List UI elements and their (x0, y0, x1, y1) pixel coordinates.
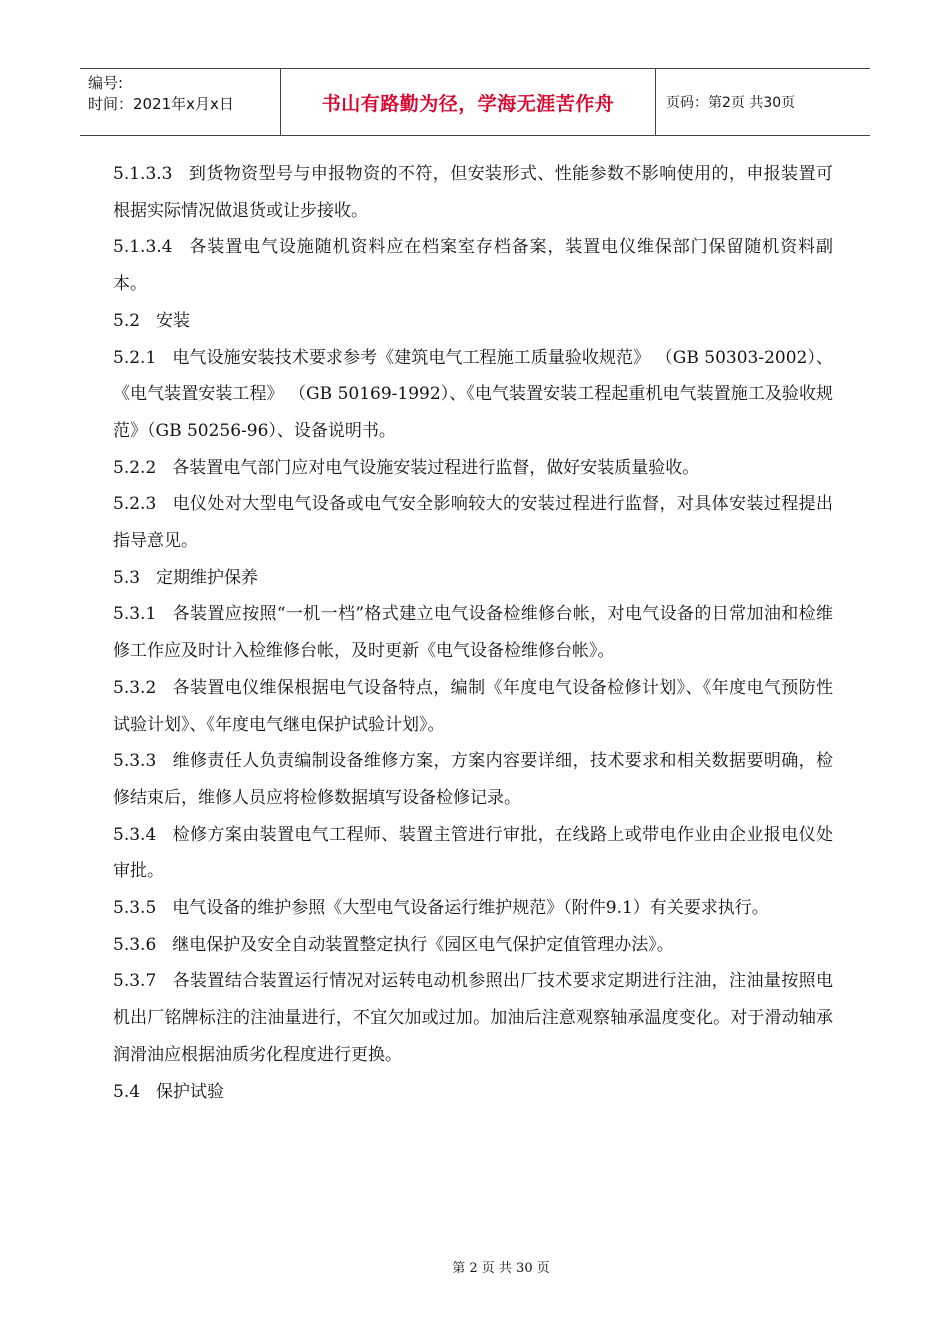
section-number: 5.3.4 (113, 824, 157, 845)
paragraph-5-3-4 (113, 817, 833, 890)
paragraph-5-3-5 (113, 890, 833, 927)
paragraph-5-2-1 (113, 340, 833, 450)
paragraph-5-3-7 (113, 963, 833, 1073)
paragraph-5-3-3 (113, 743, 833, 816)
header-page-info: 页码：第2页 共30页 (666, 95, 796, 111)
header-motto: 书山有路勤为径，学海无涯苦作舟 (281, 69, 656, 135)
paragraph-5-3-2 (113, 670, 833, 743)
header-meta (80, 69, 281, 135)
section-number: 5.1.3.3 (113, 164, 173, 184)
section-number: 5.3.6 (113, 934, 157, 955)
heading-5-3 (113, 560, 833, 597)
paragraph-5-3-1 (113, 596, 833, 669)
paragraph-text: 维修责任人负责编制设备维修方案，方案内容要详细，技术要求和相关数据要明确，检修结束后，维修人员应将检修数据填写设备检修记录。 (113, 751, 833, 808)
section-number: 5.2 (113, 310, 141, 331)
section-number: 5.2.2 (113, 457, 157, 478)
paragraph-text: 各装置电气设施随机资料应在档案室存档备案，装置电仪维保部门保留随机资料副本。 (113, 237, 833, 295)
section-heading: 定期维护保养 (156, 567, 259, 588)
heading-5-4 (113, 1074, 833, 1111)
section-number: 5.2.3 (113, 494, 157, 515)
paragraph-5-2-3 (113, 486, 833, 559)
section-number: 5.3.2 (113, 677, 157, 698)
paragraph-text: 电仪处对大型电气设备或电气安全影响较大的安装过程进行监督，对具体安装过程提出指导意见。 (113, 494, 833, 552)
paragraph-5-2-2 (113, 450, 833, 487)
page-footer: 第 2 页 共 30 页 (452, 1261, 550, 1276)
paragraph-text: 各装置应按照“一机一档”格式建立电气设备检维修台帐，对电气设备的日常加油和检维修工作应及时计入检维修台帐，及时更新《电气设备检维修台帐》。 (113, 604, 833, 662)
paragraph-text: 检修方案由装置电气工程师、装置主管进行审批，在线路上或带电作业由企业报电仪处审批。 (113, 824, 833, 882)
section-number: 5.2.1 (113, 347, 157, 368)
paragraph-5-1-3-3 (113, 156, 833, 229)
header-serial-label: 编号: (88, 74, 124, 92)
paragraph-text: 电气设施安装技术要求参考《建筑电气工程施工质量验收规范》 （GB 50303-2002）、《电气装置安装工程》 （GB 50169-1992）、《电气装置安装工程起重机电气装置施工及验收规范》（GB 50256-96）、设备说明书。 (113, 347, 833, 441)
section-heading: 安装 (156, 310, 191, 331)
section-number: 5.3.5 (113, 898, 157, 919)
heading-5-2 (113, 303, 833, 340)
section-heading: 保护试验 (156, 1081, 225, 1102)
paragraph-text: 各装置结合装置运行情况对运转电动机参照出厂技术要求定期进行注油，注油量按照电机出厂铭牌标注的注油量进行，不宜欠加或过加。加油后注意观察轴承温度变化。对于滑动轴承润滑油应根据油质劣化程度进行更换。 (113, 971, 833, 1065)
paragraph-5-3-6 (113, 927, 833, 964)
section-number: 5.4 (113, 1081, 141, 1102)
paragraph-5-1-3-4 (113, 229, 833, 302)
section-number: 5.3.3 (113, 751, 157, 772)
section-number: 5.3.7 (113, 971, 157, 992)
paragraph-text: 各装置电气部门应对电气设施安装过程进行监督，做好安装质量验收。 (172, 457, 700, 478)
paragraph-text: 各装置电仪维保根据电气设备特点，编制《年度电气设备检修计划》、《年度电气预防性试验计划》、《年度电气继电保护试验计划》。 (113, 677, 833, 735)
page-header (80, 68, 870, 136)
header-date: 时间：2021年x月x日 (88, 95, 234, 113)
paragraph-text: 到货物资型号与申报物资的不符，但安装形式、性能参数不影响使用的，申报装置可根据实际情况做退货或让步接收。 (113, 164, 833, 221)
section-number: 5.3 (113, 567, 141, 588)
document-body (113, 156, 833, 1110)
paragraph-text: 电气设备的维护参照《大型电气设备运行维护规范》（附件9.1）有关要求执行。 (172, 898, 769, 919)
section-number: 5.1.3.4 (113, 237, 173, 258)
paragraph-text: 继电保护及安全自动装置整定执行《园区电气保护定值管理办法》。 (172, 934, 674, 955)
section-number: 5.3.1 (113, 604, 157, 625)
